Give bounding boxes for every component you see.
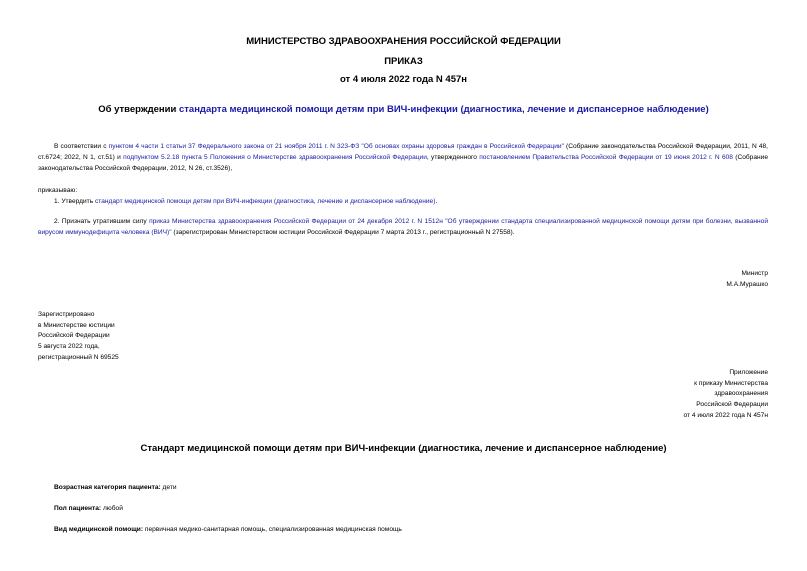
field-age: [54, 483, 754, 494]
signature-position: Министр: [741, 270, 768, 277]
appendix-block: [568, 368, 768, 422]
item-2-text-1: 2. Признать утратившим силу: [54, 218, 150, 225]
item-2-paragraph: [38, 216, 768, 238]
signature-name: М.А.Мурашко: [726, 280, 768, 288]
order-word: приказываю:: [38, 187, 78, 194]
regulation-link[interactable]: подпунктом 5.2.18 пункта 5 Положения о Министерстве здравоохранения Российской Федерации: [123, 154, 427, 161]
field-sex-label: Пол пациента:: [54, 505, 102, 512]
appendix-line: к приказу Министерства: [694, 379, 768, 387]
item-1-text-2: .: [435, 198, 438, 205]
appendix-line: от 4 июля 2022 года N 457н: [683, 411, 768, 419]
law-323-link[interactable]: пунктом 4 части 1 статьи 37 Федерального закона от 21 ноября 2011 г. N 323-ФЗ "Об основах охраны здоровья граждан в Российской Федерации": [108, 143, 564, 150]
item-1-text-1: 1. Утвердить: [54, 198, 95, 205]
doc-title: [0, 104, 807, 115]
appendix-line: здравоохранения: [714, 390, 768, 398]
order-1512n-link[interactable]: приказ Министерства здравоохранения Российской Федерации от 24 декабря 2012 г. N 1512н "Об утверждении стандарта специализированной медицинской помощи детям при болезни, вызванной вирусом иммунодефицита человека (ВИЧ)": [38, 218, 768, 236]
field-care-type: [54, 525, 754, 536]
registration-block: [38, 310, 238, 364]
registration-line: Российской Федерации: [38, 332, 110, 340]
preamble-paragraph: [38, 141, 768, 174]
standard-link[interactable]: стандарт медицинской помощи детям при ВИЧ-инфекции (диагностика, лечение и диспансерное наблюдение): [94, 198, 436, 205]
standard-title: Стандарт медицинской помощи детям при ВИЧ-инфекции (диагностика, лечение и диспансерное наблюдение): [140, 443, 667, 454]
doc-title-prefix: Об утверждении: [98, 104, 179, 115]
doc-date-number: от 4 июля 2022 года N 457н: [339, 74, 468, 85]
preamble-text-1: В соответствии с: [54, 143, 109, 150]
field-age-value: дети: [160, 484, 177, 491]
registration-line: регистрационный N 69525: [38, 353, 119, 361]
field-care-type-value: первичная медико-санитарная помощь, специализированная медицинская помощь: [143, 526, 402, 533]
doc-type-heading: ПРИКАЗ: [384, 56, 423, 67]
signature-block: [600, 269, 768, 290]
registration-line: в Министерстве юстиции: [38, 321, 115, 329]
ministry-heading: МИНИСТЕРСТВО ЗДРАВООХРАНЕНИЯ РОССИЙСКОЙ ФЕДЕРАЦИИ: [246, 36, 561, 47]
appendix-line: Российской Федерации: [696, 401, 768, 409]
field-sex: [54, 504, 754, 515]
field-care-type-label: Вид медицинской помощи:: [54, 526, 144, 533]
preamble-text-3: , утвержденного: [426, 154, 480, 161]
field-age-label: Возрастная категория пациента:: [54, 484, 161, 491]
item-2-text-2: (зарегистрирован Министерством юстиции Российской Федерации 7 марта 2013 г., регистрационный N 27558).: [171, 229, 515, 236]
item-1-paragraph: [38, 196, 768, 207]
government-decree-link[interactable]: постановлением Правительства Российской Федерации от 19 июня 2012 г. N 608: [479, 154, 733, 161]
field-sex-value: любой: [101, 505, 123, 512]
preamble-text-4: (Собрание законодательства Российской Федерации, 2012, N 26, ст.3526),: [38, 154, 768, 172]
registration-line: Зарегистрировано: [38, 311, 95, 318]
doc-title-link[interactable]: стандарта медицинской помощи детям при ВИЧ-инфекции (диагностика, лечение и диспансерное наблюдение): [178, 104, 709, 115]
registration-line: 5 августа 2022 года,: [38, 343, 100, 351]
preamble-text-2: (Собрание законодательства Российской Федерации, 2011, N 48, ст.6724; 2022, N 1, ст.51) и: [38, 143, 769, 161]
appendix-line: Приложение: [729, 369, 768, 376]
